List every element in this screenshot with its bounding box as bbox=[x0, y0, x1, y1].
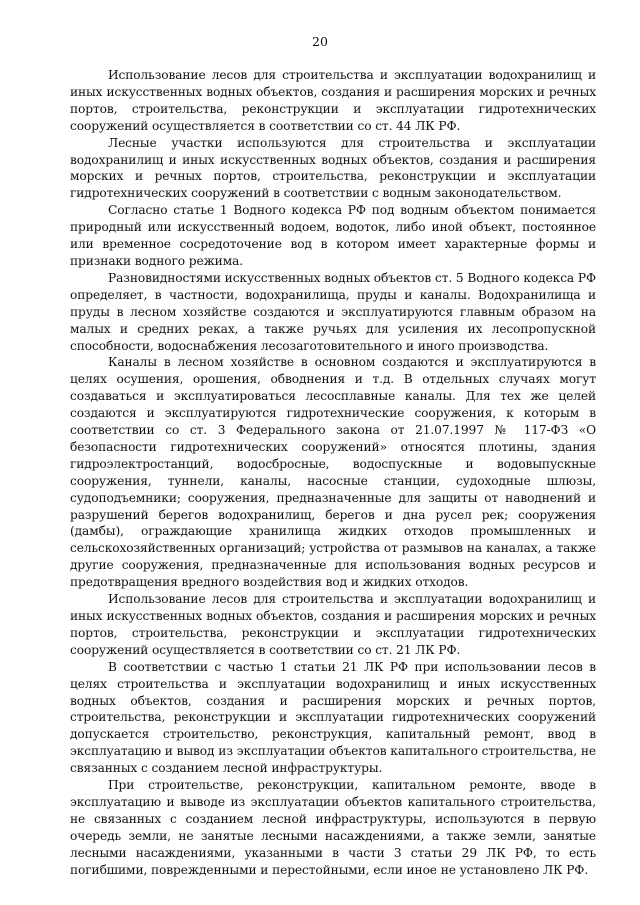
paragraph-8: При строительстве, реконструкции, капитальном ремонте, вводе в эксплуатацию и выводе из эксплуатации объектов капитального строительства, не связанных с созданием лесной инфраструктуры, используются в первую очередь земли, не занятые лесными насаждениями, а также земли, занятые лесными насаждениями, указанными в части 3 статьи 29 ЛК РФ, то есть погибшими, поврежденными и перестойными, если иное не установлено ЛК РФ. bbox=[70, 778, 596, 877]
paragraph-3: Согласно статье 1 Водного кодекса РФ под водным объектом понимается природный или искусственный водоем, водоток, либо иной объект, постоянное или временное сосредоточение вод в котором имеет характерные формы и признаки водного режима. bbox=[70, 203, 596, 268]
paragraph-7: В соответствии с частью 1 статьи 21 ЛК РФ при использовании лесов в целях строительства и эксплуатации водохранилищ и иных искусственных водных объектов, создания и расширения морских и речных портов, строительства, реконструкции и эксплуатации гидротехнических сооружений допускается строительство, реконструкция, капитальный ремонт, ввод в эксплуатацию и вывод из эксплуатации объектов капитального строительства, не связанных с созданием лесной инфраструктуры. bbox=[70, 659, 596, 776]
paragraph-6: Использование лесов для строительства и эксплуатации водохранилищ и иных искусственных водных объектов, создания и расширения морских и речных портов, строительства, реконструкции и эксплуатации гидротехнических сооружений осуществляется в соответствии со ст. 21 ЛК РФ. bbox=[70, 592, 596, 657]
paragraph-2: Лесные участки используются для строительства и эксплуатации водохранилищ и иных искусственных водных объектов, создания и расширения морских и речных портов, строительства, реконструкции и эксплуатации гидротехнических сооружений в соответствии с водным законодательством. bbox=[70, 135, 596, 201]
paragraph-4: Разновидностями искусственных водных объектов ст. 5 Водного кодекса РФ определяет, в частности, водохранилища, пруды и каналы. Водохранилища и пруды в лесном хозяйстве создаются и эксплуатируются главным образом на малых и средних реках, а также ручьях для усиления их лесопропускной способности, водоснабжения лесозаготовительного и иного производства. bbox=[70, 270, 596, 353]
paragraph-5: Каналы в лесном хозяйстве в основном создаются и эксплуатируются в целях осушения, орошения, обводнения и т.д. В отдельных случаях могут создаваться и эксплуатироваться лесосплавные каналы. Для тех же целей создаются и эксплуатируются гидротехнические сооружения, к которым в соответствии со ст. 3 Федерального закона от 21.07.1997 № 117-ФЗ «О безопасности гидротехнических сооружений» относятся плотины, здания гидроэлектростанций, водосбросные, водоспускные и водовыпускные сооружения, туннели, каналы, насосные станции, судоходные шлюзы, судоподъемники; сооружения, предназначенные для защиты от наводнений и разрушений берегов водохранилищ, берегов и дна русел рек; сооружения (дамбы), ограждающие хранилища жидких отходов промышленных и сельскохозяйственных организаций; устройства от размывов на каналах, а также другие сооружения, предназначенные для использования водных ресурсов и предотвращения вредного воздействия вод и жидких отходов. bbox=[70, 355, 596, 590]
document-body bbox=[70, 67, 596, 879]
paragraph-1: Использование лесов для строительства и эксплуатации водохранилищ и иных искусственных водных объектов, создания и расширения морских и речных портов, строительства, реконструкции и эксплуатации гидротехнических сооружений осуществляется в соответствии со ст. 44 ЛК РФ. bbox=[70, 68, 596, 133]
page-number: 20 bbox=[312, 34, 328, 49]
